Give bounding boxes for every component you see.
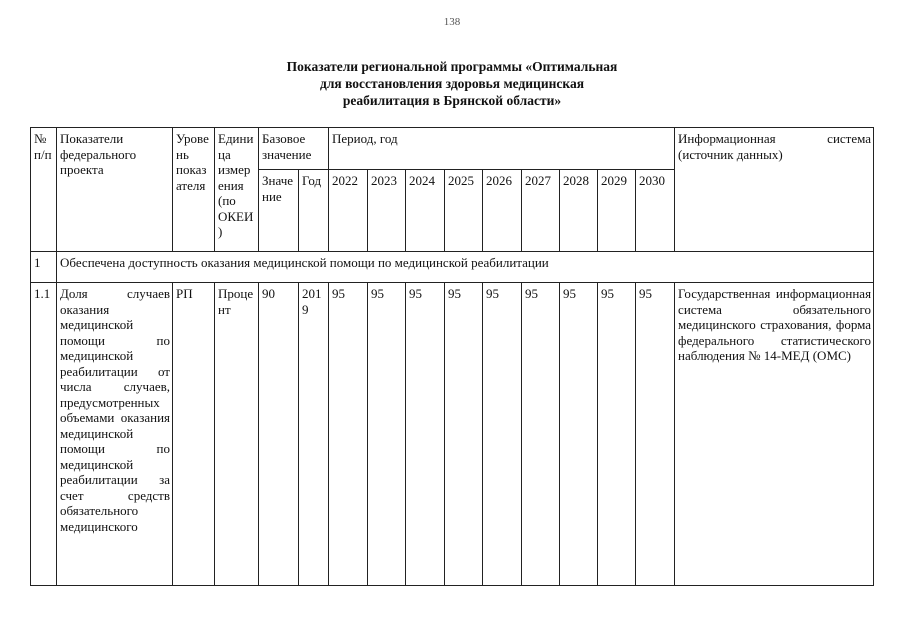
row-value-2025: 95 xyxy=(445,283,483,586)
header-unit: Единица измерения (по ОКЕИ) xyxy=(215,128,259,252)
indicators-table xyxy=(30,127,874,586)
row-level: РП xyxy=(173,283,215,586)
title-line-1: Показатели региональной программы «Оптимальная xyxy=(286,59,618,74)
title-line-2: для восстановления здоровья медицинская xyxy=(319,76,585,91)
header-year-2027: 2027 xyxy=(522,170,560,252)
header-year-2025: 2025 xyxy=(445,170,483,252)
row-num: 1.1 xyxy=(31,283,57,586)
header-row-1 xyxy=(31,128,874,170)
row-value-2028: 95 xyxy=(560,283,598,586)
header-base: Базовое значение xyxy=(259,128,329,170)
row-value-2030: 95 xyxy=(636,283,675,586)
header-period: Период, год xyxy=(329,128,675,170)
header-year-2026: 2026 xyxy=(483,170,522,252)
header-year-2028: 2028 xyxy=(560,170,598,252)
header-base-year: Год xyxy=(299,170,329,252)
row-value-2023: 95 xyxy=(368,283,406,586)
document-title xyxy=(0,58,904,109)
row-info-system: Государственная информационная система обязательного медицинского страхования, форма федерального статистического наблюдения № 14-МЕД (ОМС) xyxy=(675,283,874,586)
table-row xyxy=(31,283,874,586)
header-year-2029: 2029 xyxy=(598,170,636,252)
header-year-2030: 2030 xyxy=(636,170,675,252)
row-value-2024: 95 xyxy=(406,283,445,586)
row-unit: Процент xyxy=(215,283,259,586)
row-indicator: Доля случаев оказания медицинской помощи по медицинской реабилитации от числа случаев, предусмотренных объемами оказания медицинской помощи по медицинской реабилитации за счет средств обязательного медицинского xyxy=(57,283,173,586)
section-row xyxy=(31,252,874,283)
header-num: № п/п xyxy=(31,128,57,252)
title-line-3: реабилитация в Брянской области» xyxy=(342,93,562,108)
row-base-value: 90 xyxy=(259,283,299,586)
header-info-system: Информационная система (источник данных) xyxy=(675,128,874,252)
header-indicator: Показатели федерального проекта xyxy=(57,128,173,252)
header-year-2023: 2023 xyxy=(368,170,406,252)
row-value-2029: 95 xyxy=(598,283,636,586)
header-year-2024: 2024 xyxy=(406,170,445,252)
row-base-year: 2019 xyxy=(299,283,329,586)
row-value-2026: 95 xyxy=(483,283,522,586)
section-title: Обеспечена доступность оказания медицинской помощи по медицинской реабилитации xyxy=(57,252,874,283)
header-base-value: Значение xyxy=(259,170,299,252)
header-year-2022: 2022 xyxy=(329,170,368,252)
row-value-2027: 95 xyxy=(522,283,560,586)
section-num: 1 xyxy=(31,252,57,283)
page-number: 138 xyxy=(443,16,461,28)
row-value-2022: 95 xyxy=(329,283,368,586)
header-level: Уровень показателя xyxy=(173,128,215,252)
